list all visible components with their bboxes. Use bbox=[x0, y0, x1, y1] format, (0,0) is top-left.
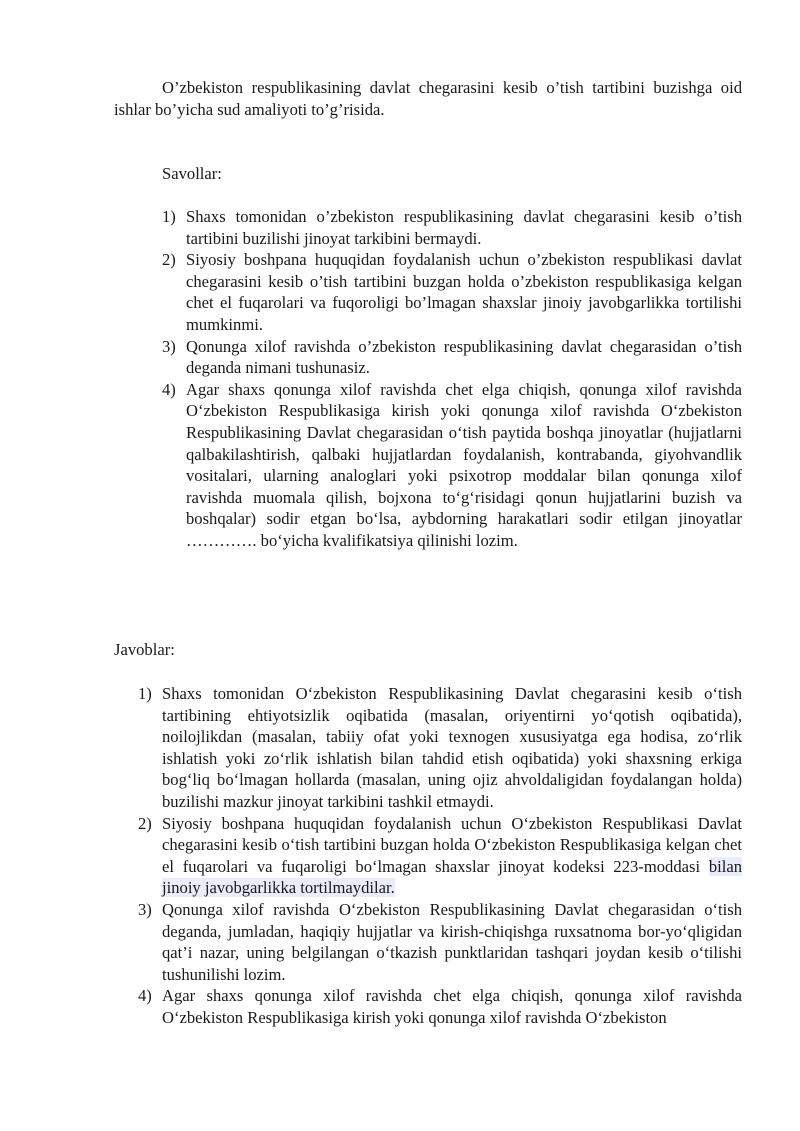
answer-item bbox=[138, 985, 742, 1028]
answers-list bbox=[138, 683, 742, 1029]
answer-number: 1) bbox=[138, 684, 152, 703]
answer-number: 4) bbox=[138, 986, 152, 1006]
questions-list bbox=[162, 206, 742, 552]
answer-item bbox=[138, 683, 742, 813]
answer-text: Siyosiy boshpana huquqidan foydalanish uchun O‘zbekiston Respublikasi Davlat chegarasini kesib o‘tish tartibini buzgan holda O‘zbekiston Respublikasiga kelgan chet el fuqarolari va fuqaroligi bo‘lmagan shaxslar jinoyat kodeksi 223-moddasi bbox=[162, 813, 742, 876]
answer-text: Agar shaxs qonunga xilof ravishda chet elga chiqish, qonunga xilof ravishda O‘zbekiston Respublikasiga kirish yoki qonunga xilof ravishda O‘zbekiston bbox=[162, 986, 742, 1027]
questions-heading: Savollar: bbox=[162, 164, 222, 183]
question-text: Shaxs tomonidan o’zbekiston respublikasining davlat chegarasini kesib o’tish tartibini buzilishi jinoyat tarkibini bermaydi. bbox=[186, 207, 742, 248]
question-item bbox=[162, 336, 742, 379]
question-item bbox=[162, 379, 742, 552]
answer-number: 2) bbox=[138, 813, 152, 833]
answer-text: Qonunga xilof ravishda O‘zbekiston Respublikasining Davlat chegarasidan o‘tish deganda, jumladan, haqiqiy hujjatlar va kirish-chiqishga ruxsatnoma bor-yo‘qligidan qat’i nazar, uning belgilangan o‘tkazish punktlaridan tashqari joydan kesib o‘tilishi tushunilishi lozim. bbox=[162, 899, 742, 984]
question-text: Agar shaxs qonunga xilof ravishda chet elga chiqish, qonunga xilof ravishda O‘zbekiston Respublikasiga kirish yoki qonunga xilof ravishda O‘zbekiston Respublikasining Davlat chegarasidan o‘tish paytida boshqa jinoyatlar (hujjatlarni qalbakilashtirish, qalbaki hujjatlardan foydalanish, kontrabanda, giyohvandlik vositalari, ularning analoglari yoki psixotrop moddalar bilan qonunga xilof ravishda muomala qilish, bojxona to‘g‘risidagi qonun hujjatlarini buzish va boshqalar) sodir etgan bo‘lsa, aybdorning harakatlari sodir etilgan jinoyatlar …………. bo‘yicha kvalifikatsiya qilinishi lozim. bbox=[186, 379, 742, 550]
answer-item bbox=[138, 899, 742, 985]
document-title: O’zbekiston respublikasining davlat chegarasini kesib o’tish tartibini buzishga oid ishlar bo’yicha sud amaliyoti to’g’risida. bbox=[114, 78, 742, 119]
answers-heading: Javoblar: bbox=[114, 640, 175, 659]
answer-number: 3) bbox=[138, 899, 152, 919]
question-text: Qonunga xilof ravishda o’zbekiston respublikasining davlat chegarasidan o’tish deganda nimani tushunasiz. bbox=[186, 336, 742, 378]
question-number: 3) bbox=[162, 336, 176, 356]
question-number: 1) bbox=[162, 207, 176, 226]
question-text: Siyosiy boshpana huquqidan foydalanish uchun o’zbekiston respublikasi davlat chegarasini kesib o’tish tartibini buzgan holda o’zbekiston respublikasiga kelgan chet el fuqarolari va fuqoroligi bo’lmagan shaxslar jinoiy javobgarlikka tortilishi mumkinmi. bbox=[186, 250, 742, 334]
question-item bbox=[162, 249, 742, 335]
answer-text: Shaxs tomonidan O‘zbekiston Respublikasining Davlat chegarasini kesib o‘tish tartibining ehtiyotsizlik oqibatida (masalan, oriyentirni yo‘qotish oqibatida), noilojlikdan (masalan, tabiiy ofat yoki texnogen xususiyatga ega hodisa, zo‘rlik ishlatish yoki zo‘rlik ishlatish bilan tahdid etish oqibatida) yoki shaxsning erkiga bog‘liq bo‘lmagan hollarda (masalan, uning ojiz ahvoldaligidan foydalangan holda) buzilishi mazkur jinoyat tarkibini tashkil etmaydi. bbox=[162, 684, 742, 811]
highlighted-text: bilan jinoiy javobgarlikka tortilmaydilar. bbox=[162, 856, 742, 898]
question-number: 4) bbox=[162, 379, 176, 399]
question-item bbox=[162, 206, 742, 249]
question-number: 2) bbox=[162, 250, 176, 270]
answer-item bbox=[138, 813, 742, 899]
